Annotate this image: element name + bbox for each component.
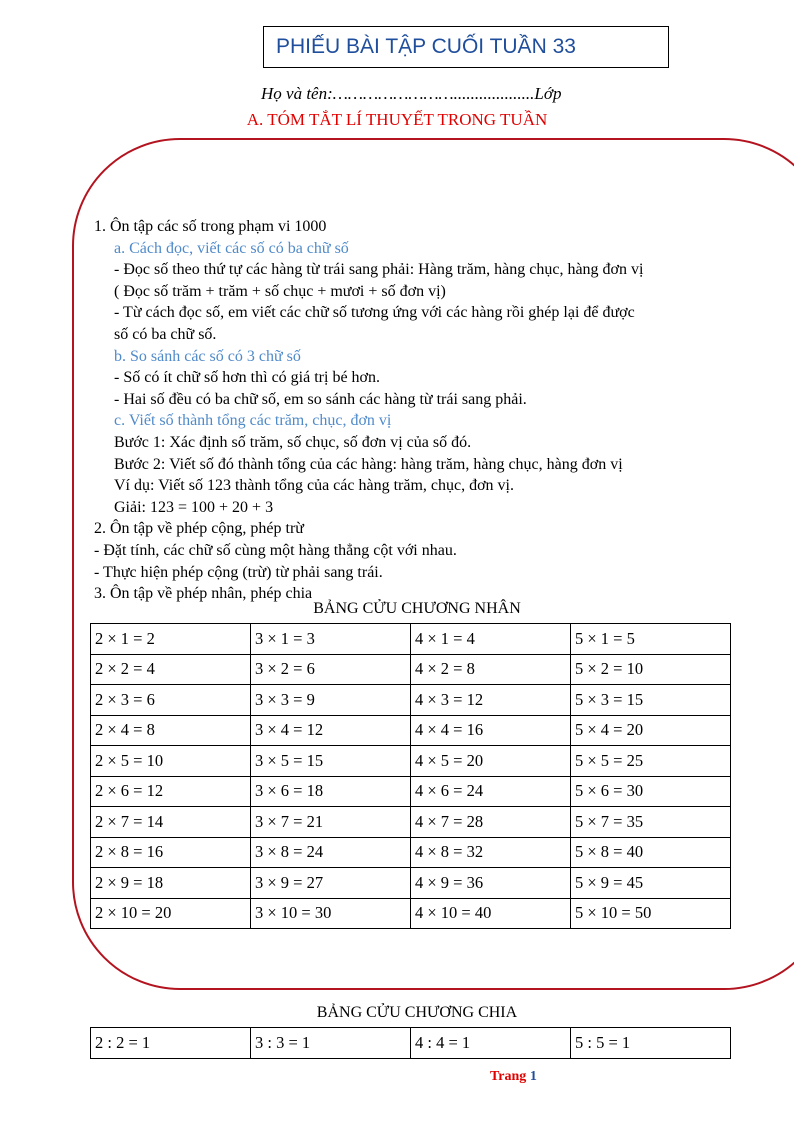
table-cell: 5 × 4 = 20 <box>571 715 731 746</box>
theory-line: ( Đọc số trăm + trăm + số chục + mươi + số đơn vị) <box>114 282 446 300</box>
table-cell: 5 × 6 = 30 <box>571 776 731 807</box>
table-cell: 3 × 5 = 15 <box>251 746 411 777</box>
table-cell: 4 : 4 = 1 <box>411 1028 571 1059</box>
section-a-heading: A. TÓM TẮT LÍ THUYẾT TRONG TUẦN <box>246 110 548 129</box>
table-cell: 3 × 6 = 18 <box>251 776 411 807</box>
division-table-title: BẢNG CỬU CHƯƠNG CHIA <box>316 1004 518 1021</box>
table-row <box>91 746 731 777</box>
table-row <box>91 1028 731 1059</box>
page-label: Trang <box>490 1069 527 1084</box>
table-row <box>91 868 731 899</box>
theory-line: - Số có ít chữ số hơn thì có giá trị bé hơn. <box>114 369 380 387</box>
table-cell: 2 × 2 = 4 <box>91 654 251 685</box>
multiplication-table <box>90 623 731 929</box>
table-row <box>91 624 731 655</box>
table-cell: 5 × 1 = 5 <box>571 624 731 655</box>
table-cell: 2 : 2 = 1 <box>91 1028 251 1059</box>
table-cell: 3 × 3 = 9 <box>251 685 411 716</box>
table-cell: 2 × 1 = 2 <box>91 624 251 655</box>
table-cell: 3 × 2 = 6 <box>251 654 411 685</box>
table-cell: 4 × 5 = 20 <box>411 746 571 777</box>
division-table <box>90 1027 731 1059</box>
theory-line: a. Cách đọc, viết các số có ba chữ số <box>114 239 349 257</box>
table-cell: 2 × 3 = 6 <box>91 685 251 716</box>
theory-line: - Hai số đều có ba chữ số, em so sánh các hàng từ trái sang phải. <box>114 390 527 408</box>
table-cell: 3 × 9 = 27 <box>251 868 411 899</box>
theory-line: 3. Ôn tập về phép nhân, phép chia <box>94 585 313 603</box>
table-cell: 2 × 8 = 16 <box>91 837 251 868</box>
table-cell: 3 × 10 = 30 <box>251 898 411 929</box>
table-cell: 5 × 10 = 50 <box>571 898 731 929</box>
table-cell: 4 × 7 = 28 <box>411 807 571 838</box>
table-cell: 5 × 5 = 25 <box>571 746 731 777</box>
table-row <box>91 685 731 716</box>
page-number <box>490 1069 537 1085</box>
table-row <box>91 776 731 807</box>
table-cell: 2 × 7 = 14 <box>91 807 251 838</box>
theory-line: Bước 1: Xác định số trăm, số chục, số đơn vị của số đó. <box>114 434 472 451</box>
table-cell: 2 × 4 = 8 <box>91 715 251 746</box>
table-cell: 4 × 2 = 8 <box>411 654 571 685</box>
table-cell: 5 × 7 = 35 <box>571 807 731 838</box>
table-cell: 4 × 3 = 12 <box>411 685 571 716</box>
table-cell: 3 × 7 = 21 <box>251 807 411 838</box>
theory-line: số có ba chữ số. <box>114 326 217 343</box>
name-class-line: Họ và tên:……………………...................Lớp <box>261 84 562 103</box>
worksheet-title: PHIẾU BÀI TẬP CUỐI TUẦN 33 <box>263 26 669 68</box>
table-cell: 5 : 5 = 1 <box>571 1028 731 1059</box>
table-cell: 2 × 9 = 18 <box>91 868 251 899</box>
theory-line: - Đặt tính, các chữ số cùng một hàng thẳng cột với nhau. <box>94 542 457 559</box>
table-cell: 4 × 9 = 36 <box>411 868 571 899</box>
table-cell: 2 × 10 = 20 <box>91 898 251 929</box>
theory-line: - Từ cách đọc số, em viết các chữ số tương ứng với các hàng rồi ghép lại để được <box>114 304 635 322</box>
theory-line: 1. Ôn tập các số trong phạm vi 1000 <box>94 218 327 235</box>
table-cell: 5 × 2 = 10 <box>571 654 731 685</box>
table-cell: 5 × 9 = 45 <box>571 868 731 899</box>
table-row <box>91 898 731 929</box>
theory-line: - Đọc số theo thứ tự các hàng từ trái sang phải: Hàng trăm, hàng chục, hàng đơn vị <box>114 261 644 279</box>
table-cell: 2 × 6 = 12 <box>91 776 251 807</box>
table-cell: 3 × 8 = 24 <box>251 837 411 868</box>
theory-line: Ví dụ: Viết số 123 thành tổng của các hàng trăm, chục, đơn vị. <box>114 477 514 495</box>
theory-line: Bước 2: Viết số đó thành tổng của các hàng: hàng trăm, hàng chục, hàng đơn vị <box>114 455 623 473</box>
table-cell: 4 × 6 = 24 <box>411 776 571 807</box>
theory-line: b. So sánh các số có 3 chữ số <box>114 347 301 365</box>
table-row <box>91 715 731 746</box>
page-number-value: 1 <box>529 1069 537 1084</box>
table-cell: 5 × 3 = 15 <box>571 685 731 716</box>
table-cell: 3 × 1 = 3 <box>251 624 411 655</box>
table-cell: 3 : 3 = 1 <box>251 1028 411 1059</box>
table-cell: 5 × 8 = 40 <box>571 837 731 868</box>
table-cell: 4 × 10 = 40 <box>411 898 571 929</box>
theory-line: - Thực hiện phép cộng (trừ) từ phải sang trái. <box>94 563 383 581</box>
theory-line: Giải: 123 = 100 + 20 + 3 <box>114 498 274 516</box>
table-row <box>91 807 731 838</box>
table-cell: 2 × 5 = 10 <box>91 746 251 777</box>
theory-line: 2. Ôn tập về phép cộng, phép trừ <box>94 520 304 538</box>
table-row <box>91 654 731 685</box>
multiplication-table-title: BẢNG CỬU CHƯƠNG NHÂN <box>313 600 521 617</box>
table-cell: 4 × 8 = 32 <box>411 837 571 868</box>
table-cell: 4 × 4 = 16 <box>411 715 571 746</box>
table-cell: 4 × 1 = 4 <box>411 624 571 655</box>
theory-line: c. Viết số thành tổng các trăm, chục, đơn vị <box>114 412 392 430</box>
table-row <box>91 837 731 868</box>
table-cell: 3 × 4 = 12 <box>251 715 411 746</box>
